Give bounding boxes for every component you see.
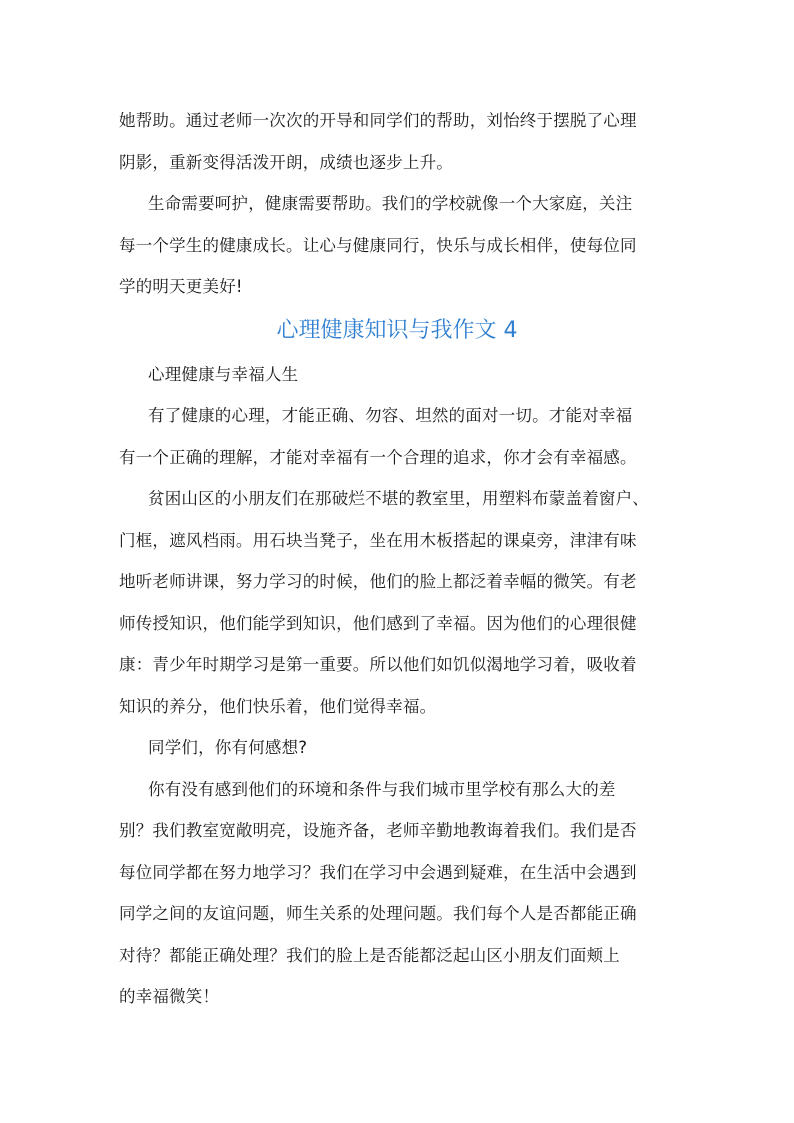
paragraph-1 [119, 395, 675, 478]
text-line: 阴影，重新变得活泼开朗，成绩也逐步上升。 [119, 152, 453, 172]
text-line: 的幸福微笑！ [119, 987, 220, 1006]
text-line: 贫困山区的小朋友们在那破烂不堪的教室里，用塑料布蒙盖着窗户、 [148, 489, 649, 508]
text-line: 地听老师讲课，努力学习的时候，他们的脸上都泛着幸幅的微笑。有老 [119, 572, 637, 591]
text-line: 有了健康的心理，才能正确、勿容、坦然的面对一切。才能对幸福 [148, 406, 633, 425]
essay-subtitle: 心理健康与幸福人生 [148, 364, 299, 384]
document-body [119, 100, 675, 1018]
paragraph-2 [119, 478, 675, 727]
text-line: 有一个正确的理解，才能对幸福有一个合理的追求，你才会有幸福感。 [119, 447, 637, 467]
text-line: 同学们，你有何感想? [148, 738, 308, 757]
closing-paragraph [119, 183, 675, 308]
text-line: 师传授知识，他们能学到知识，他们感到了幸福。因为他们的心理很健 [119, 613, 637, 633]
text-line: 学的明天更美好! [119, 277, 243, 296]
text-line: 别？我们教室宽敞明亮，设施齐备，老师辛勤地教诲着我们。我们是否 [119, 821, 637, 840]
text-line: 同学之间的友谊问题，师生关系的处理问题。我们每个人是否都能正确 [119, 904, 637, 923]
paragraph-4 [119, 769, 675, 1018]
text-line: 你有没有感到他们的环境和条件与我们城市里学校有那么大的差 [148, 779, 616, 799]
text-line: 康：青少年时期学习是第一重要。所以他们如饥似渴地学习着，吸收着 [119, 655, 637, 674]
text-line: 门框，遮风档雨。用石块当凳子，坐在用木板搭起的课桌旁，津津有味 [119, 530, 637, 550]
section-title: 心理健康知识与我作文 4 [276, 317, 518, 343]
text-line: 每一个学生的健康成长。让心与健康同行，快乐与成长相伴，使每位同 [119, 235, 637, 255]
intro-paragraph [119, 100, 675, 183]
text-line: 知识的养分，他们快乐着，他们觉得幸福。 [119, 696, 437, 716]
text-line: 她帮助。通过老师一次次的开导和同学们的帮助，刘怡终于摆脱了心理 [119, 111, 637, 130]
text-line: 生命需要呵护，健康需要帮助。我们的学校就像一个大家庭，关注 [148, 194, 633, 213]
paragraph-3 [119, 727, 675, 769]
text-line: 对待？都能正确处理？我们的脸上是否能都泛起山区小朋友们面颊上 [119, 945, 620, 965]
text-line: 每位同学都在努力地学习？我们在学习中会遇到疑难，在生活中会遇到 [119, 862, 637, 882]
